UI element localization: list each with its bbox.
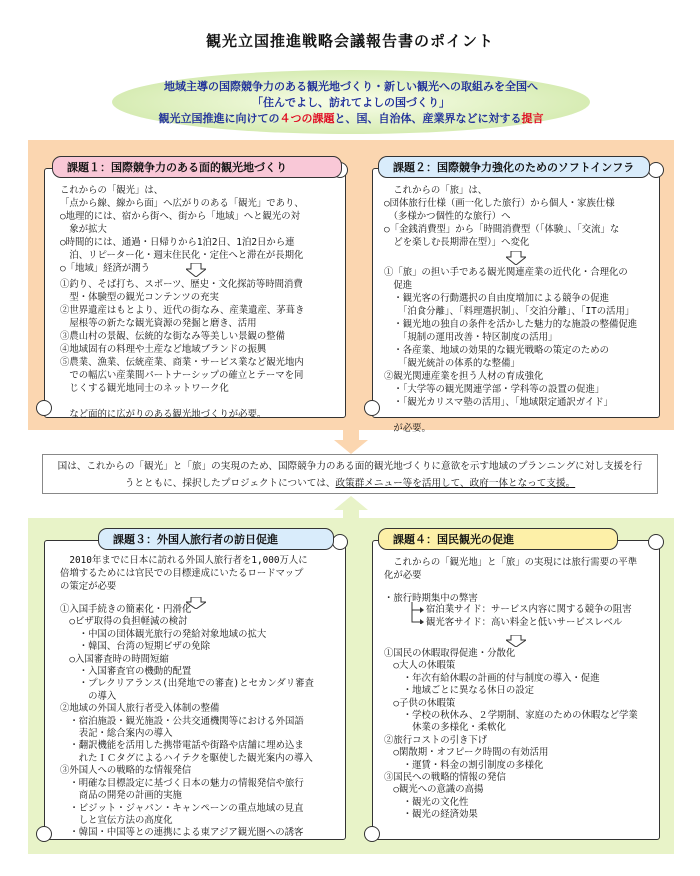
issue2-down-arrow <box>506 250 526 264</box>
issue4-down-arrow <box>506 632 526 644</box>
issue4-bracket <box>410 602 424 624</box>
government-support-line-2: うとともに、採択したプロジェクトについては、政策群メニュー等を活用して、政府一体となって支援。 <box>124 478 576 489</box>
intro-line-3: 観光立国推進に向けての４つの課題と、国、自治体、産業界などに対する提言 <box>158 112 544 125</box>
issue2-title-tab: 課題２：国際競争力強化のためのソフトインフラ <box>378 156 650 178</box>
issue1-down-arrow <box>186 262 206 276</box>
issue3-scroll-curl-top <box>332 534 348 550</box>
issue2-bottom-text: ①「旅」の担い手である観光関連産業の近代化・合理化の 促進 ・観光客の行動選択の自由度増加による競争の促進 「泊食分離」、「料理選択制」、「交泊分離」、「ITの活用」 ・観光地の独自の条件を活かした魅力的な施設の整備促進 「規制の運用改善・特区制度の活用」 ・各産業、地域の効果的な観光戦略の策定のための 「観光統計の体系的な整備」 ②観光関連産業を担う人材の育成強化 ・「大学等の観光関連学部・学科等の設置の促進」 ・「観光カリスマ塾の活用」、「地域限定通訳ガイド」 が必要。 <box>384 267 638 434</box>
issue3-scroll-curl-bottom <box>36 826 52 842</box>
issue4-top-text: これからの「観光地」と「旅」の実現には旅行需要の平準 化が必要 <box>384 557 638 581</box>
issue1-title-tab: 課題１：国際競争力のある面的観光地づくり <box>52 156 342 178</box>
intro-line-2: 「住んでよし、訪れてよしの国づくり」 <box>252 96 450 109</box>
issue4-scroll-curl-bottom <box>364 826 380 842</box>
issue4-scroll-curl-top <box>648 534 664 550</box>
issue1-scroll-curl-bottom <box>36 400 52 416</box>
issue4-concentration-heading: ・旅行時期集中の弊害 <box>384 593 478 604</box>
intro-ellipse <box>112 70 590 134</box>
issue4-bottom-text: ①国民の休暇取得促進・分散化 ○大人の休暇策 ・年次有給休暇の計画的付与制度の導入・促進 ・地域ごとに異なる休日の設定 ○子供の休暇策 ・学校の秋休み、２学期制、家庭のための休暇など学業 休業の多様化・柔軟化 ②旅行コストの引き下げ ○閑散期・オフピーク時間の有効活用 ・運賃・料金の割引制度の多様化 ③国民への戦略的情報の発信 ○観光への意識の高揚 ・観光の文化性 ・観光の経済効果 <box>384 648 638 821</box>
issue3-bottom-text: ①入国手続きの簡素化・円滑化 ○ビザ取得の負担軽減の検討 ・中国の団体観光旅行の発給対象地域の拡大 ・韓国、台湾の短期ビザの免除 ○入国審査時の時間短縮 ・入国審査官の機動的配置 ・プレクリアランス(出発地での審査)とセカンダリ審査 の導入 ②地域の外国人旅行者受入体制の整備 ・宿泊施設・観光施設・公共交通機関等における外国語 表記・総合案内の導入 ・翻訳機能を活用した携帯電話や街路や店舗に埋め込ま れたＩＣタグによるハイテクを駆使した観光案内の導入 ③外国人への戦略的な情報発信 ・明確な目標設定に基づく日本の魅力の情報発信や旅行 商品の開発の計画的実施 ・ビジット・ジャパン・キャンペーンの重点地域の見直 しと宣伝方法の高度化 ・韓国・中国等との連携による東アジア観光圏への誘客 <box>60 604 314 839</box>
issue1-top-text: これからの「観光」は、 「点から線、線から面」へ広がりのある「観光」であり、 ○地理的には、宿から街へ、街から「地域」へと観光の対 象が拡大 ○時間的には、通過・日帰りから1泊2日、1泊2日から連 泊、リピーター化・週末住民化・定住へと滞在が長期化 ○「地域」経済が潤う <box>60 185 304 274</box>
issue4-tourist-side: 観光客サイド：高い料金と低いサービスレベル <box>426 617 623 628</box>
issue4-title-tab: 課題４：国民観光の促進 <box>378 528 618 550</box>
issue4-accommodation-side: 宿泊業サイド：サービス内容に関する競争の阻害 <box>426 604 632 615</box>
intro-line-1: 地域主導の国際競争力のある観光地づくり・新しい観光への取組みを全国へ <box>164 80 538 93</box>
government-support-box <box>42 454 658 494</box>
page-title: 観光立国推進戦略会議報告書のポイント <box>205 32 494 50</box>
issue2-scroll-curl-bottom <box>364 400 380 416</box>
issue2-top-text: これからの「旅」は、 ○団体旅行仕様（画一化した旅行）から個人・家族仕様 （多様かつ個性的な旅行）へ ○「金銭消費型」から「時間消費型（「体験」、「交流」な どを楽しむ長期滞在型）」へ変化 <box>384 185 620 248</box>
issue1-bottom-text: ①釣り、そば打ち、スポーツ、歴史・文化探訪等時間消費 型・体験型の観光コンテンツの充実 ②世界遺産はもとより、近代の街なみ、産業遺産、茅葺き 屋根等の新たな観光資源の発掘と磨き、活用 ③農山村の景観、伝統的な街なみ等美しい景観の整備 ④地域固有の料理や土産など地域ブランドの振興 ⑤農業、漁業、伝統産業、商業・サービス業など観光地内 での幅広い産業間パートナーシップの確立とテーマを同 じくする観光地同士のネットワーク化 など面的に広がりのある観光地づくりが必要。 <box>60 279 305 420</box>
connector-arrow-up <box>334 496 368 520</box>
issue3-top-text: 2010年までに日本に訪れる外国人旅行者を1,000万人に 倍増するためには官民での目標達成にいたるロードマップ の策定が必要 <box>60 555 308 592</box>
government-support-line-1: 国は、これからの「観光」と「旅」の実現のため、国際競争力のある面的観光地づくりに意欲を示す地域のプランニングに対し支援を行 <box>57 461 643 472</box>
issue2-scroll-curl-top <box>648 162 664 178</box>
issue3-title-tab: 課題３：外国人旅行者の訪日促進 <box>98 528 334 550</box>
connector-arrow-down <box>334 430 368 454</box>
